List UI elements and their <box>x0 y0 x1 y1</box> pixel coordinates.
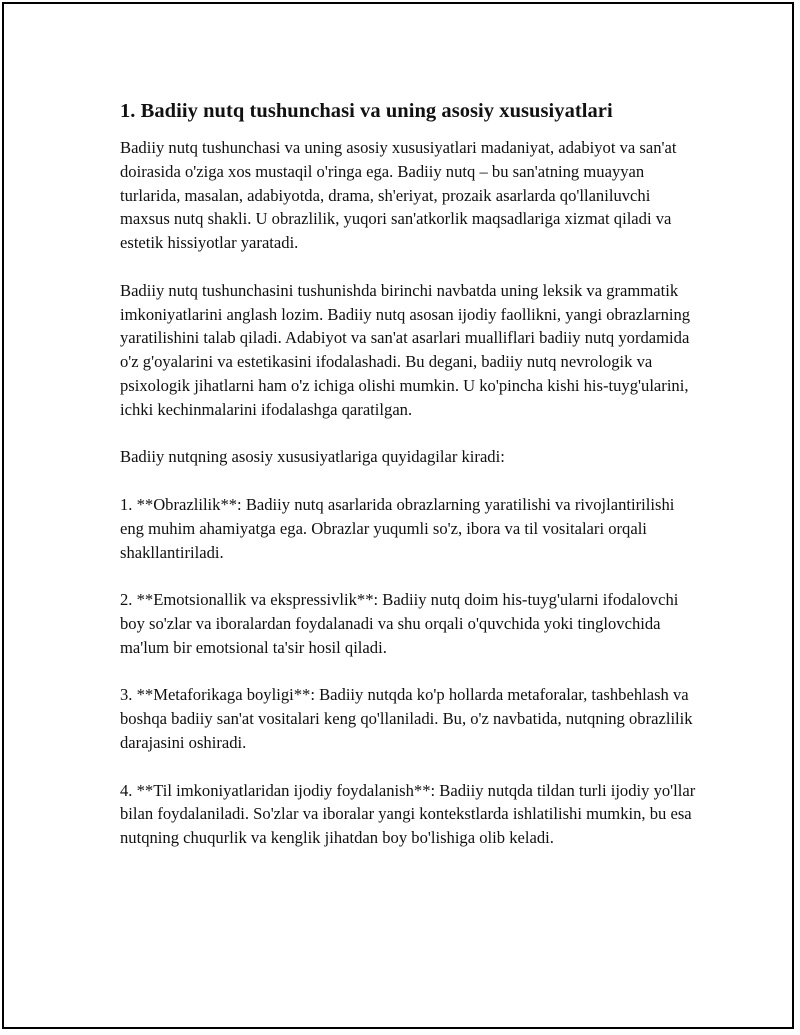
list-item-til-imkoniyatlari: 4. **Til imkoniyatlaridan ijodiy foydalanish**: Badiiy nutqda tildan turli ijodiy yo'llar bilan foydalaniladi. So'zlar va iboralar yangi kontekstlarda ishlatilishi mumkin, bu esa nutqning chuqurlik va kenglik jihatdan boy bo'lishiga olib keladi. <box>120 780 696 848</box>
section-heading: 1. Badiiy nutq tushunchasi va uning asosiy xususiyatlari <box>120 100 613 122</box>
paragraph-intro: Badiiy nutq tushunchasi va uning asosiy xususiyatlari madaniyat, adabiyot va san'at doirasida o'ziga xos mustaqil o'ringa ega. Badiiy nutq – bu san'atning muayyan turlarida, masalan, adabiyotda, drama, sh'eriyat, prozaik asarlarda qo'llaniluvchi maxsus nutq shakli. U obrazlilik, yuqori san'atkorlik maqsadlariga xizmat qiladi va estetik hissiyotlar yaratadi. <box>120 138 677 253</box>
list-item-metaforika: 3. **Metaforikaga boyligi**: Badiiy nutqda ko'p hollarda metaforalar, tashbehlash va boshqa badiiy san'at vositalari keng qo'llaniladi. Bu, o'z navbatida, nutqning obrazlilik darajasini oshiradi. <box>120 685 693 752</box>
list-item-obrazlilik: 1. **Obrazlilik**: Badiiy nutq asarlarida obrazlarning yaratilishi va rivojlantirilishi eng muhim ahamiyatga ega. Obrazlar yuqumli so'z, ibora va til vositalari orqali shakllantiriladi. <box>120 494 675 562</box>
list-item-emotsionallik: 2. **Emotsionallik va ekspressivlik**: Badiiy nutq doim his-tuyg'ularni ifodalovchi boy so'zlar va iboralardan foydalanadi va shu orqali o'quvchida yoki tinglovchida ma'lum bir emotsional ta'sir hosil qiladi. <box>120 590 679 657</box>
page-frame <box>2 2 794 1029</box>
document-body <box>120 98 700 874</box>
paragraph-understanding: Badiiy nutq tushunchasini tushunishda birinchi navbatda uning leksik va grammatik imkoniyatlarini anglash lozim. Badiiy nutq asosan ijodiy faollikni, yangi obrazlarning yaratilishini talab qiladi. Adabiyot va san'at asarlari mualliflari badiiy nutq yordamida o'z g'oyalarini va estetikasini ifodalashadi. Bu degani, badiiy nutq nevrologik va psixologik jihatlarni ham o'z ichiga olishi mumkin. U ko'pincha kishi his-tuyg'ularini, ichki kechinmalarini ifodalashga qaratilgan. <box>120 280 691 419</box>
paragraph-features-lead: Badiiy nutqning asosiy xususiyatlariga quyidagilar kiradi: <box>120 447 505 467</box>
